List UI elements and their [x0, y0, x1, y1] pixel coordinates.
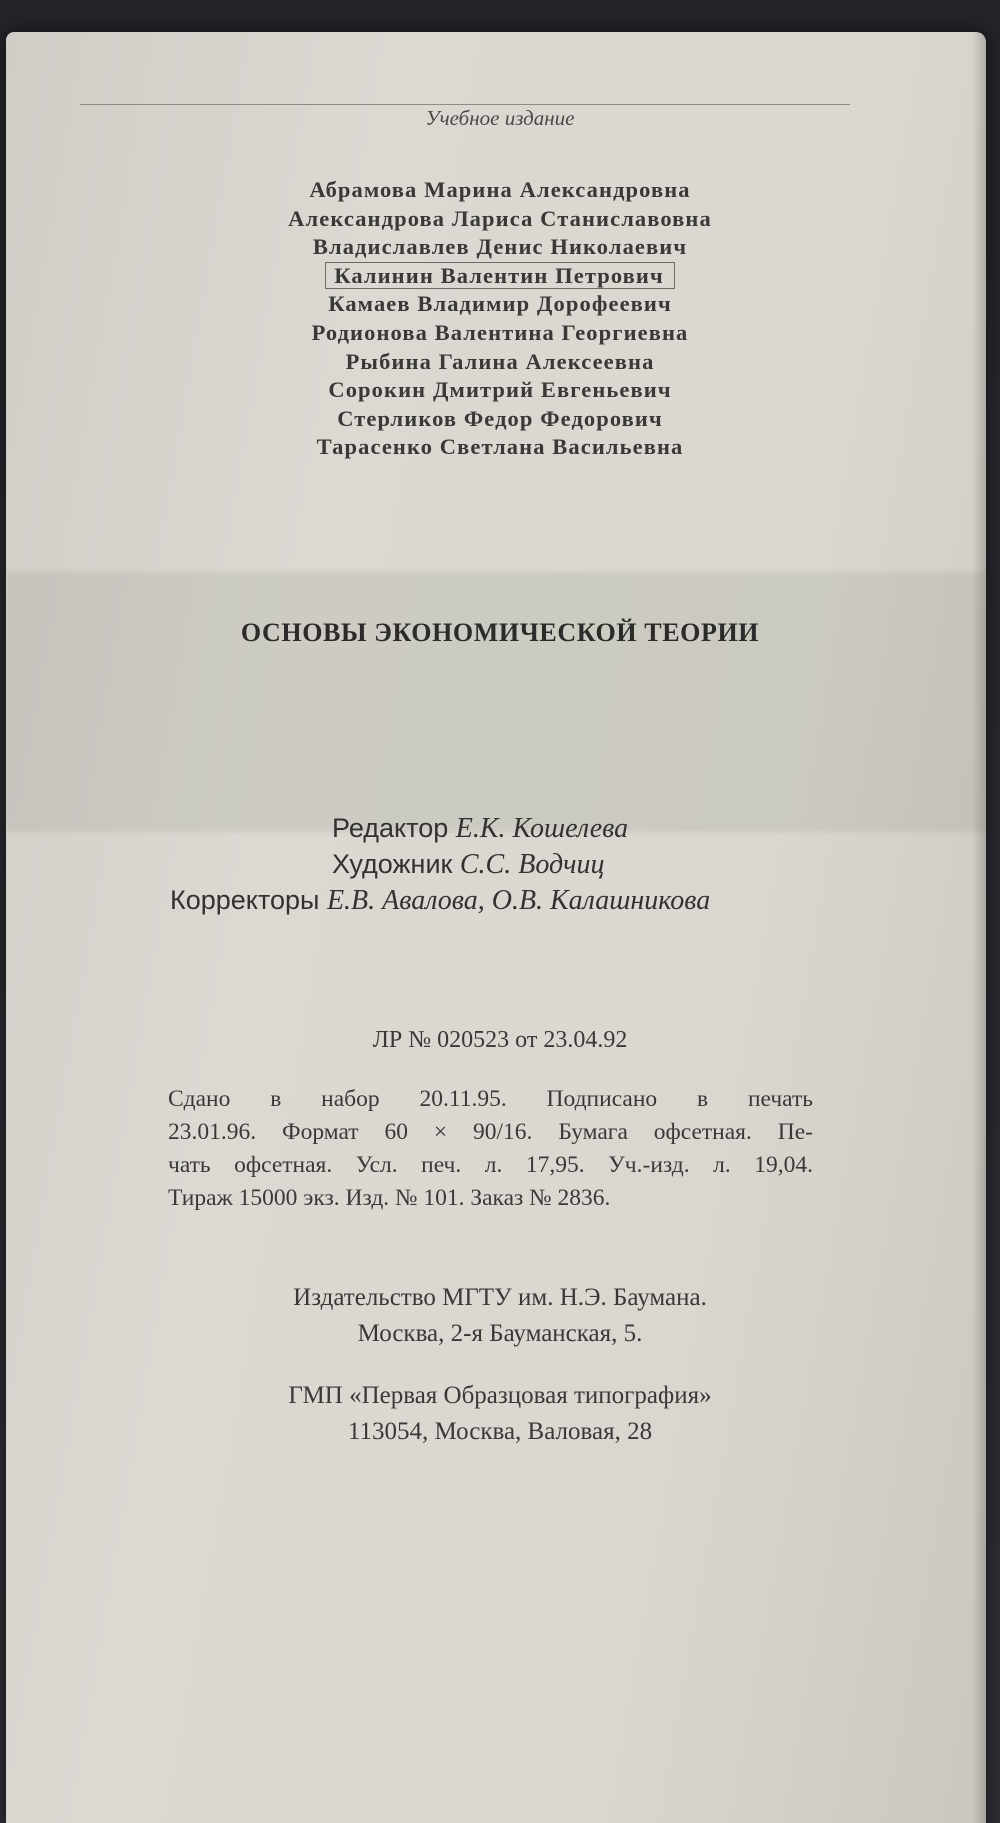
- author-name-boxed: Калинин Валентин Петрович: [0, 262, 1000, 291]
- author-name: Рыбина Галина Алексеевна: [345, 348, 655, 374]
- author-name: Тарасенко Светлана Васильевна: [316, 434, 684, 460]
- credits-block: [0, 810, 1000, 918]
- printer-address: 113054, Москва, Валовая, 28: [347, 1418, 653, 1445]
- author-list: [0, 176, 1000, 462]
- proofreaders-names: Е.В. Авалова, О.В. Калашникова: [326, 885, 711, 916]
- edition-label: Учебное издание: [425, 106, 575, 130]
- artist-label: Художник: [332, 849, 453, 879]
- artist-credit: [0, 846, 1000, 882]
- imprint-line: Сдано в набор 20.11.95. Подписано в печать: [168, 1086, 813, 1112]
- author-name: Сорокин Дмитрий Евгеньевич: [328, 377, 672, 403]
- editor-label: Редактор: [332, 813, 449, 843]
- publisher-name: Издательство МГТУ им. Н.Э. Баумана.: [293, 1284, 707, 1311]
- author-name: Камаев Владимир Дорофеевич: [328, 291, 672, 317]
- author-name: Абрамова Марина Александровна: [309, 177, 691, 202]
- header-rule: [80, 104, 850, 105]
- printer-name: ГМП «Первая Образцовая типография»: [288, 1382, 712, 1409]
- author-name: Родионова Валентина Георгиевна: [311, 319, 689, 345]
- printer-block: [0, 1378, 1000, 1450]
- book-title: ОСНОВЫ ЭКОНОМИЧЕСКОЙ ТЕОРИИ: [240, 618, 760, 647]
- proofreaders-label: Корректоры: [170, 885, 320, 915]
- editor-name: Е.К. Кошелева: [455, 813, 629, 844]
- author-name: Владиславлев Денис Николаевич: [312, 234, 688, 260]
- publisher-address: Москва, 2-я Бауманская, 5.: [357, 1320, 643, 1347]
- editor-credit: [0, 810, 1000, 846]
- imprint-block: [168, 1083, 813, 1215]
- imprint-line: чать офсетная. Усл. печ. л. 17,95. Уч.-изд. л. 19,04.: [168, 1152, 813, 1178]
- proofreaders-credit: [0, 882, 1000, 918]
- show-through-area: [6, 572, 986, 832]
- license-number: ЛР № 020523 от 23.04.92: [372, 1027, 628, 1053]
- artist-name: С.С. Водчиц: [459, 849, 605, 880]
- imprint-line: Тираж 15000 экз. Изд. № 101. Заказ № 2836.: [168, 1185, 611, 1211]
- author-name: Александрова Лариса Станиславовна: [288, 205, 712, 231]
- author-name: Стерликов Федор Федорович: [337, 405, 663, 431]
- imprint-line: 23.01.96. Формат 60 × 90/16. Бумага офсетная. Пе-: [168, 1119, 813, 1145]
- publisher-block: [0, 1280, 1000, 1352]
